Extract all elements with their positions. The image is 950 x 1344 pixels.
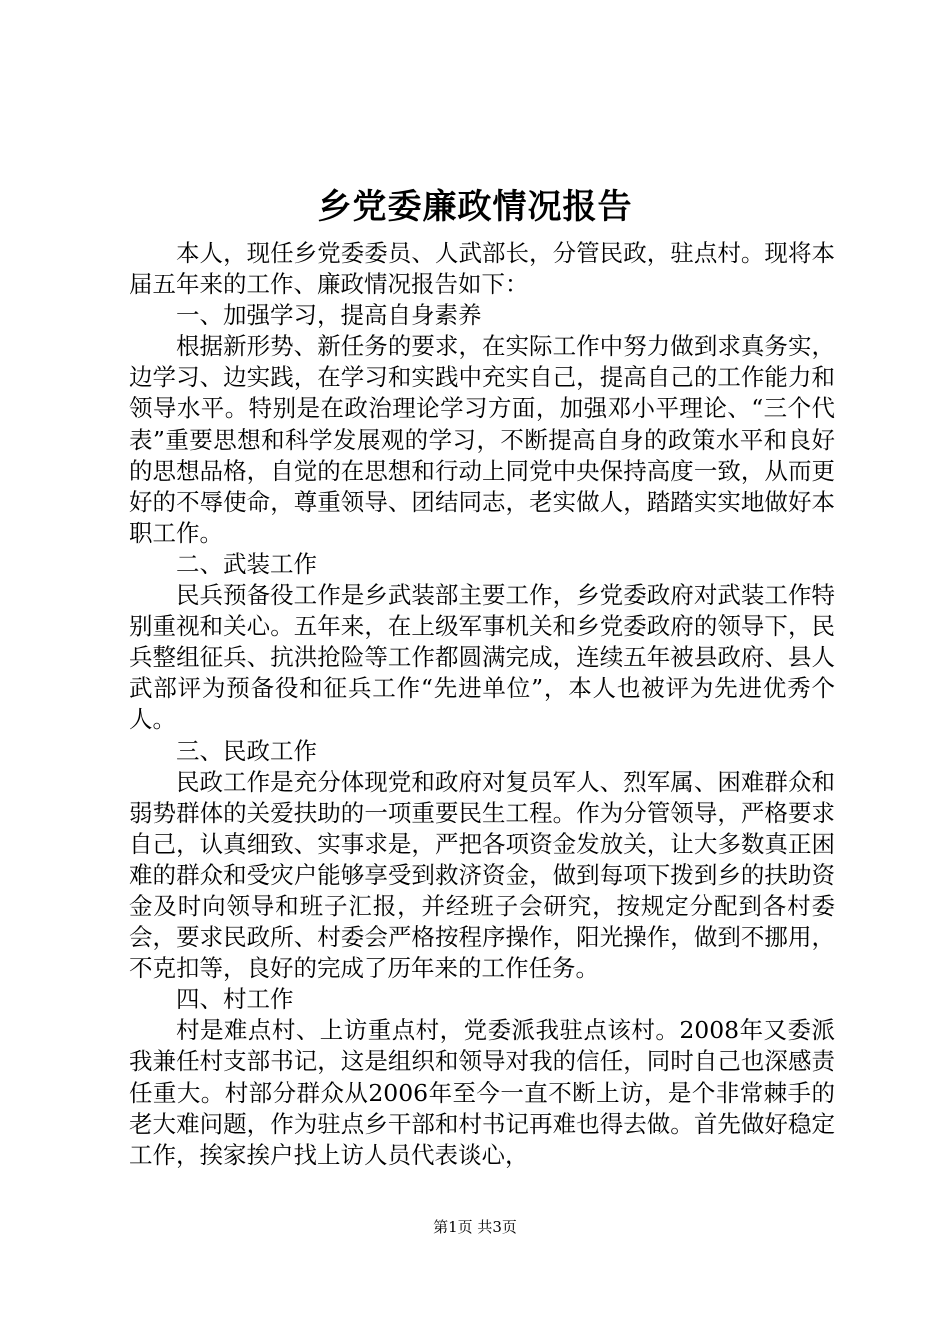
civil-affairs-paragraph: 民政工作是充分体现党和政府对复员军人、烈军属、困难群众和弱势群体的关爱扶助的一项重要民生工程。作为分管领导，严格要求自己，认真细致、实事求是，严把各项资金发放关，让大多数真正困难的群众和受灾户能够享受到救济资金，做到每项下拨到乡的扶助资金及时向领导和班子汇报，并经班子会研究，按规定分配到各村委会，要求民政所、村委会严格按程序操作，阳光操作，做到不挪用，不克扣等，良好的完成了历年来的工作任务。 — [129, 767, 835, 983]
section-heading-village-work: 四、村工作 — [176, 985, 294, 1014]
section-heading-armed-forces: 二、武装工作 — [176, 549, 317, 578]
armed-forces-paragraph: 民兵预备役工作是乡武装部主要工作，乡党委政府对武装工作特别重视和关心。五年来，在上级军事机关和乡党委政府的领导下，民兵整组征兵、抗洪抢险等工作都圆满完成，连续五年被县政府、县人武部评为预备役和征兵工作“先进单位”，本人也被评为先进优秀个人。 — [129, 581, 835, 734]
section-heading-study: 一、加强学习，提高自身素养 — [176, 301, 482, 330]
page-footer: 第1页 共3页 — [433, 1218, 517, 1236]
document-title: 乡党委廉政情况报告 — [317, 187, 633, 227]
document-body — [129, 238, 835, 1171]
section-heading-civil-affairs: 三、民政工作 — [176, 736, 317, 765]
village-work-paragraph: 村是难点村、上访重点村，党委派我驻点该村。2008年又委派我兼任村支部书记，这是组织和领导对我的信任，同时自己也深感责任重大。村部分群众从2006年至今一直不断上访，是个非常棘手的老大难问题，作为驻点乡干部和村书记再难也得去做。首先做好稳定工作，挨家挨户找上访人员代表谈心， — [129, 1016, 835, 1169]
intro-paragraph: 本人，现任乡党委委员、人武部长，分管民政，驻点村。现将本届五年来的工作、廉政情况报告如下： — [129, 239, 835, 299]
study-paragraph: 根据新形势、新任务的要求，在实际工作中努力做到求真务实，边学习、边实践，在学习和实践中充实自己，提高自己的工作能力和领导水平。特别是在政治理论学习方面，加强邓小平理论、“三个代表”重要思想和科学发展观的学习，不断提高自身的政策水平和良好的思想品格，自觉的在思想和行动上同党中央保持高度一致，从而更好的不辱使命，尊重领导、团结同志，老实做人，踏踏实实地做好本职工作。 — [129, 332, 835, 547]
